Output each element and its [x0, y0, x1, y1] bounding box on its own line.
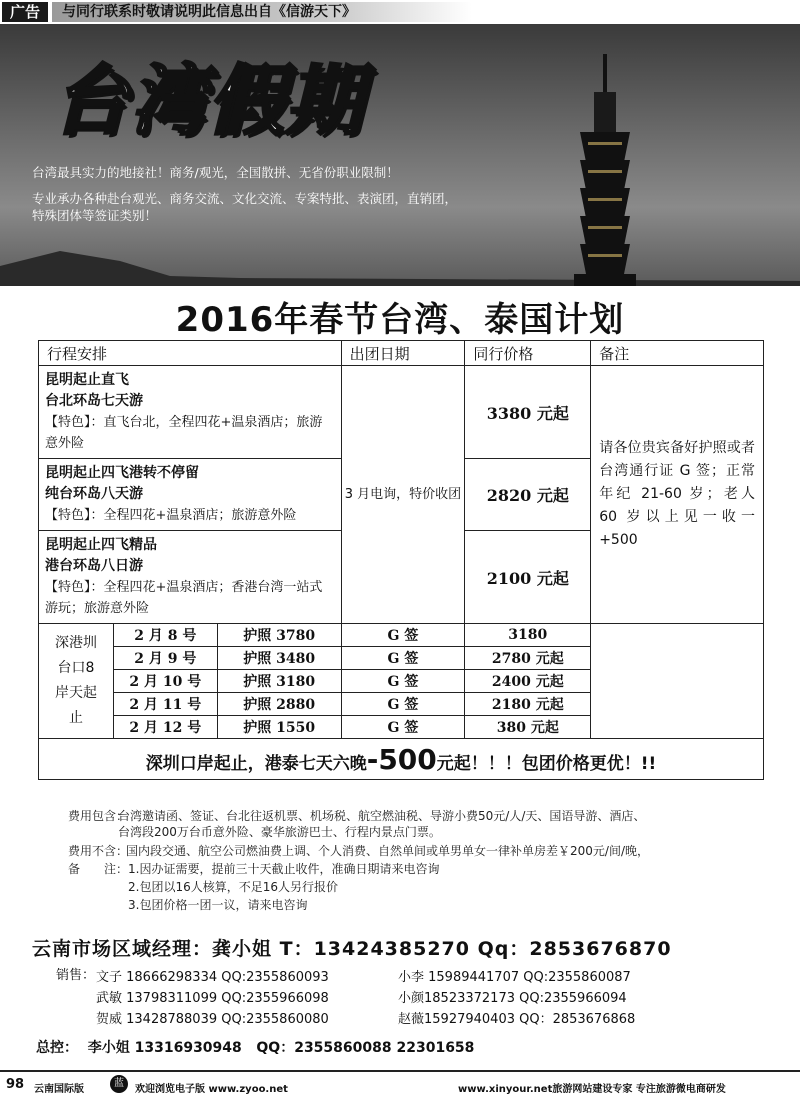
sz-visa: G 签: [341, 624, 465, 647]
sales-contact: 武敏 13798311099 QQ:2355966098: [96, 991, 329, 1006]
header-date: 出团日期: [341, 341, 465, 366]
banner-text: 深圳口岸起止，港泰七天六晚: [145, 753, 367, 774]
ad-notice: 与同行联系时敬请说明此信息出自《信游天下》: [52, 2, 472, 22]
sales-contact: 贺威 13428788039 QQ:2355860080: [96, 1012, 329, 1027]
departure-date: 3 月电询，特价收团: [341, 366, 465, 624]
banner-row: [39, 739, 764, 780]
general-control-contact: 总控： 李小姐 13316930948 QQ：2355860088 22301658: [36, 1040, 475, 1056]
taipei-101-tower-icon: [560, 54, 650, 286]
page-title: 2016年春节台湾、泰国计划: [175, 300, 625, 340]
mountain-silhouette: [0, 216, 800, 286]
remark-cell: 请各位贵宾备好护照或者台湾通行证 G 签；正常年纪 21-60 岁；老人 60 岁以上见一收一+500: [591, 366, 764, 624]
route-cell: [39, 531, 342, 624]
hero-services-line2: 特殊团体等签证类别！: [32, 208, 158, 223]
table-row: [39, 624, 764, 647]
note-item: 2.包团以16人核算，不足16人另行报价: [128, 880, 338, 894]
sz-date: 2 月 12 号: [113, 716, 217, 739]
thailand-banner: [39, 739, 764, 780]
header-route: 行程安排: [39, 341, 342, 366]
sz-passport: 护照 1550: [217, 716, 341, 739]
fee-include-text-2: 台湾段200万台币意外险、豪华旅游巴士、行程内景点门票。: [118, 825, 441, 839]
sales-contact: 小李 15989441707 QQ:2355860087: [398, 970, 631, 985]
route-origin: 昆明起止直飞: [45, 372, 129, 388]
sales-contact: 赵薇15927940403 QQ：2853676868: [398, 1012, 636, 1027]
fee-exclude-text: 国内段交通、航空公司燃油费上调、个人消费、自然单间或单男单女一律补单房差￥200元/间/晚，: [126, 844, 649, 858]
note-item: 3.包团价格一团一议，请来电咨询: [128, 898, 308, 912]
route-name: 台北环岛七天游: [45, 393, 143, 409]
itinerary-table: [38, 340, 764, 780]
sz-date: 2 月 9 号: [113, 647, 217, 670]
sz-passport: 护照 2880: [217, 693, 341, 716]
sz-passport: 护照 3180: [217, 670, 341, 693]
sz-passport: 护照 3480: [217, 647, 341, 670]
fee-include-text: 台湾邀请函、签证、台北往返机票、机场税、航空燃油税、导游小费50元/人/天、国语导游、酒店、: [118, 809, 646, 823]
table-row: [39, 366, 764, 459]
sales-contact: 小颜18523372173 QQ:2355966094: [398, 991, 627, 1006]
sz-price: 380 元起: [465, 716, 591, 739]
route-price: 3380 元起: [465, 366, 591, 459]
note-label: 备 注：: [68, 862, 129, 876]
route-cell: [39, 366, 342, 459]
page-number: 98: [6, 1077, 25, 1092]
sz-visa: G 签: [341, 670, 465, 693]
route-name: 港台环岛八日游: [45, 558, 143, 574]
hero-tagline: 台湾最具实力的地接社！商务/观光，全国散拼、无省份职业限制！: [32, 165, 399, 180]
ad-tag: 广告: [2, 2, 48, 22]
sz-price: 2780 元起: [465, 647, 591, 670]
sz-visa: G 签: [341, 716, 465, 739]
fee-exclude-label: 费用不含：: [68, 844, 129, 858]
sz-date: 2 月 10 号: [113, 670, 217, 693]
route-feature: 【特色】：全程四花+温泉酒店；香港台湾一站式游玩；旅游意外险: [45, 580, 323, 616]
ebook-link[interactable]: 欢迎浏览电子版 www.zyoo.net: [135, 1084, 288, 1095]
route-origin: 昆明起止四飞港转不停留: [45, 465, 199, 481]
sz-passport: 护照 3780: [217, 624, 341, 647]
sz-visa: G 签: [341, 647, 465, 670]
hero-services-line1: 专业承办各种赴台观光、商务交流、文化交流、专案特批、表演团，直销团，: [32, 191, 458, 206]
fee-include-label: 费用包含：: [68, 809, 129, 823]
route-feature: 【特色】：全程四花+温泉酒店；旅游意外险: [45, 508, 297, 523]
hero-title: 台湾假期: [52, 56, 364, 145]
blue-badge-icon: 蓝: [110, 1075, 128, 1093]
edition-label: 云南国际版: [34, 1084, 84, 1095]
route-cell: [39, 459, 342, 531]
sz-price: 2400 元起: [465, 670, 591, 693]
header-price: 同行价格: [465, 341, 591, 366]
note-item: 1.因办证需要，提前三十天截止收件，准确日期请来电咨询: [128, 862, 440, 876]
sz-price: 3180: [465, 624, 591, 647]
sales-contact: 文子 18666298334 QQ:2355860093: [96, 970, 329, 985]
sales-label: 销售：: [56, 968, 96, 983]
route-price: 2100 元起: [465, 531, 591, 624]
banner-suffix: 元起！！！包团价格更优！!!: [436, 753, 657, 774]
route-feature: 【特色】：直飞台北，全程四花+温泉酒店；旅游意外险: [45, 415, 323, 451]
sz-date: 2 月 8 号: [113, 624, 217, 647]
sz-date: 2 月 11 号: [113, 693, 217, 716]
footer-slogan: www.xinyour.net旅游网站建设专家 专注旅游微电商研发: [458, 1084, 726, 1095]
route-origin: 昆明起止四飞精品: [45, 537, 157, 553]
sz-blank: [591, 624, 764, 739]
shenzhen-label: 深港圳台口8岸天起止: [39, 624, 114, 739]
banner-price: -500: [366, 742, 437, 776]
route-name: 纯台环岛八天游: [45, 486, 143, 502]
sz-visa: G 签: [341, 693, 465, 716]
regional-manager-contact: 云南市场区域经理：龚小姐 T：13424385270 Qq：2853676870: [32, 938, 672, 960]
header-note: 备注: [591, 341, 764, 366]
route-price: 2820 元起: [465, 459, 591, 531]
table-header-row: [39, 341, 764, 366]
sz-price: 2180 元起: [465, 693, 591, 716]
